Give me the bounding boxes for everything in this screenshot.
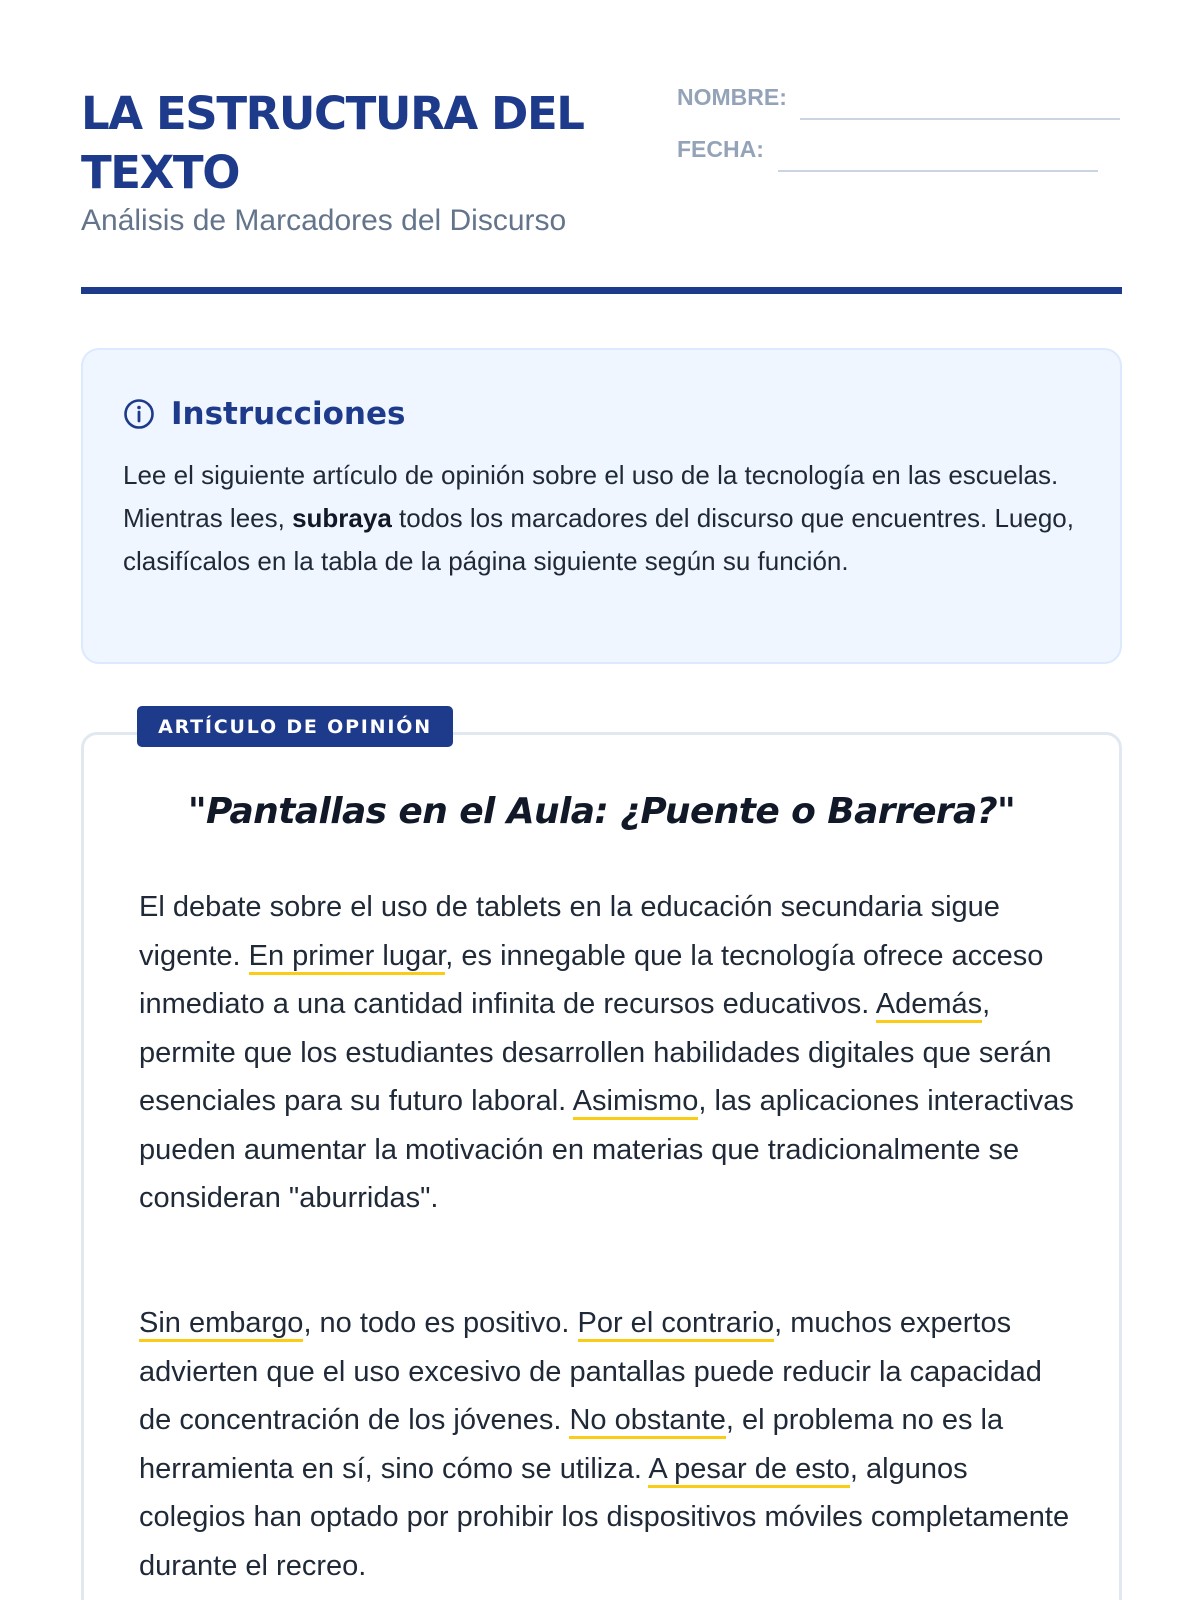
date-field[interactable]: [677, 132, 1102, 172]
discourse-marker: Sin embargo: [139, 1307, 303, 1342]
name-line[interactable]: [800, 118, 1120, 120]
paragraph-text: , las aplicaciones interactivas pueden aumentar la motivación en materias que tradicionalmente se consideran "aburridas".: [139, 1085, 1074, 1214]
article-badge: ARTÍCULO DE OPINIÓN: [137, 706, 453, 747]
discourse-marker: Además: [876, 988, 982, 1023]
article-card: [81, 732, 1122, 1600]
paragraph-text: , muchos expertos advierten que el uso excesivo de pantallas puede reducir la capacidad de concentración de los jóvenes.: [139, 1307, 1042, 1436]
paragraph-text: , no todo es positivo.: [303, 1307, 578, 1339]
instructions-keyword: subraya: [292, 503, 392, 533]
paragraph-text: , permite que los estudiantes desarrollen habilidades digitales que serán esenciales para su futuro laboral.: [139, 988, 1052, 1117]
discourse-marker: Por el contrario: [578, 1307, 775, 1342]
header-divider: [81, 287, 1122, 294]
discourse-marker: Asimismo: [573, 1085, 699, 1120]
page-title: LA ESTRUCTURA DEL TEXTO: [81, 87, 584, 199]
paragraph-text: , algunos colegios han optado por prohibir los dispositivos móviles completamente durante el recreo.: [139, 1452, 1070, 1582]
discourse-marker: No obstante: [569, 1404, 725, 1439]
article-paragraph-1: [139, 883, 1074, 1223]
page-subtitle: Análisis de Marcadores del Discurso: [81, 204, 567, 237]
instructions-text-end: todos los marcadores del discurso que encuentres. Luego, clasifícalos en la tabla de la página siguiente según su función.: [123, 503, 1074, 576]
instructions-title: Instrucciones: [171, 396, 406, 432]
date-line[interactable]: [778, 170, 1098, 172]
instructions-text: [123, 454, 1083, 583]
paragraph-text: El debate sobre el uso de tablets en la educación secundaria sigue vigente.: [139, 891, 1000, 972]
paragraph-text: , el problema no es la herramienta en sí, sino cómo se utiliza.: [139, 1404, 1004, 1485]
discourse-marker: En primer lugar: [249, 940, 446, 975]
info-icon: [123, 398, 155, 430]
article-paragraph-2: [139, 1299, 1074, 1590]
name-label: NOMBRE:: [677, 84, 787, 110]
instructions-box: [81, 348, 1122, 664]
article-title: "Pantallas en el Aula: ¿Puente o Barrera?": [187, 791, 1016, 832]
discourse-marker: A pesar de esto: [648, 1453, 850, 1488]
instructions-text-start: Lee el siguiente artículo de opinión sobre el uso de la tecnología en las escuelas. Mientras lees,: [123, 460, 1059, 533]
paragraph-text: , es innegable que la tecnología ofrece acceso inmediato a una cantidad infinita de recursos educativos.: [139, 939, 1044, 1020]
worksheet-header: [81, 80, 1122, 294]
name-field[interactable]: [677, 80, 1122, 120]
date-label: FECHA:: [677, 136, 764, 162]
instructions-heading: [123, 394, 405, 434]
